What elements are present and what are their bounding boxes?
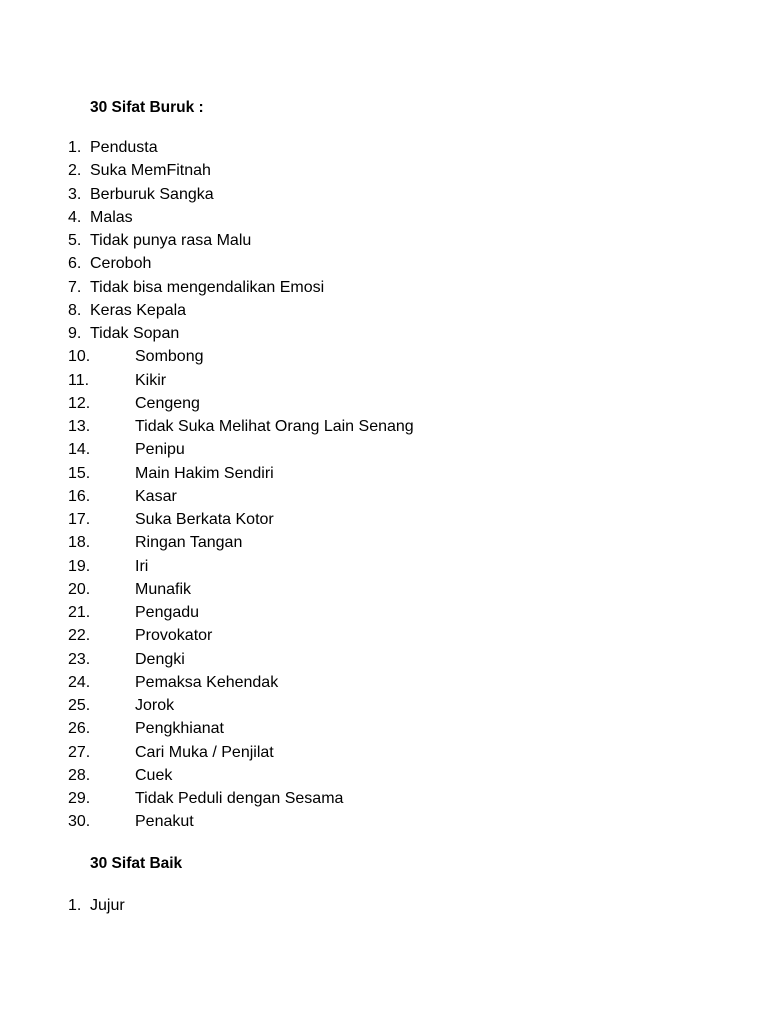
list-item-text: Tidak punya rasa Malu: [90, 232, 252, 249]
list-item-text: Pemaksa Kehendak: [135, 673, 279, 691]
list-item-text: Tidak Suka Melihat Orang Lain Senang: [135, 418, 414, 435]
list-item-text: Penipu: [135, 441, 185, 459]
list-item-number: 19.: [68, 557, 91, 575]
list-item-text: Pengadu: [135, 604, 200, 621]
list-item-number: 22.: [68, 627, 91, 645]
list-item-number: 8.: [68, 301, 82, 319]
list-item-text: Kasar: [135, 487, 177, 505]
list-item-number: 18.: [68, 534, 91, 552]
list-item-text: Tidak Peduli dengan Sesama: [135, 790, 344, 807]
list-item-text: Iri: [135, 557, 149, 575]
list-item-number: 3.: [68, 185, 82, 203]
list-item-number: 11.: [68, 371, 90, 389]
list-item-number: 7.: [68, 278, 82, 296]
list-item-number: 16.: [68, 487, 91, 505]
list-item-number: 5.: [68, 232, 82, 249]
list-item-text: Pendusta: [90, 139, 158, 156]
list-item-number: 2.: [68, 162, 82, 180]
list-item-text: Berburuk Sangka: [90, 185, 214, 203]
list-item-number: 1.: [68, 897, 82, 914]
list-item-text: Suka MemFitnah: [90, 162, 211, 180]
list-item-number: 23.: [68, 650, 91, 668]
list-item-text: Main Hakim Sendiri: [135, 464, 274, 482]
list-item-text: Keras Kepala: [90, 301, 187, 319]
list-item-text: Dengki: [135, 650, 185, 668]
list-item-text: Munafik: [135, 580, 192, 598]
list-item-text: Malas: [90, 208, 133, 226]
list-item-number: 17.: [68, 511, 91, 528]
list-item-text: Jujur: [90, 897, 125, 914]
list-item-text: Suka Berkata Kotor: [135, 511, 274, 528]
list-item-text: Penakut: [135, 813, 194, 831]
list-item-text: Kikir: [135, 371, 167, 389]
list-item-number: 12.: [68, 394, 91, 412]
list-item-number: 21.: [68, 604, 91, 621]
list-item-text: Jorok: [135, 697, 175, 714]
list-item-number: 13.: [68, 418, 91, 435]
list-item-number: 27.: [68, 743, 91, 761]
list-item-text: Provokator: [135, 627, 213, 645]
list-item-text: Cuek: [135, 766, 173, 784]
list-item-text: Ringan Tangan: [135, 534, 243, 552]
list-item-number: 1.: [68, 139, 82, 156]
list-item-text: Tidak bisa mengendalikan Emosi: [90, 278, 325, 296]
list-item-number: 29.: [68, 790, 91, 807]
list-item-number: 10.: [68, 348, 91, 366]
list-item-number: 6.: [68, 255, 82, 273]
list-item-text: Tidak Sopan: [90, 325, 180, 342]
list-item-text: Cari Muka / Penjilat: [135, 743, 274, 761]
list-item-text: Cengeng: [135, 394, 200, 412]
list-item-number: 25.: [68, 697, 91, 714]
list-item-number: 26.: [68, 720, 91, 738]
list-item-text: Ceroboh: [90, 255, 152, 273]
list-item-number: 28.: [68, 766, 91, 784]
section-heading-sifat-buruk: 30 Sifat Buruk :: [90, 99, 204, 116]
list-item-number: 4.: [68, 208, 82, 226]
list-item-number: 14.: [68, 441, 91, 459]
list-item-number: 24.: [68, 673, 91, 691]
list-item-number: 15.: [68, 464, 91, 482]
list-item-text: Sombong: [135, 348, 204, 366]
list-item-number: 30.: [68, 813, 91, 831]
list-item-number: 9.: [68, 325, 82, 342]
list-item-number: 20.: [68, 580, 91, 598]
list-item-text: Pengkhianat: [135, 720, 224, 738]
section-heading-sifat-baik: 30 Sifat Baik: [90, 855, 183, 872]
